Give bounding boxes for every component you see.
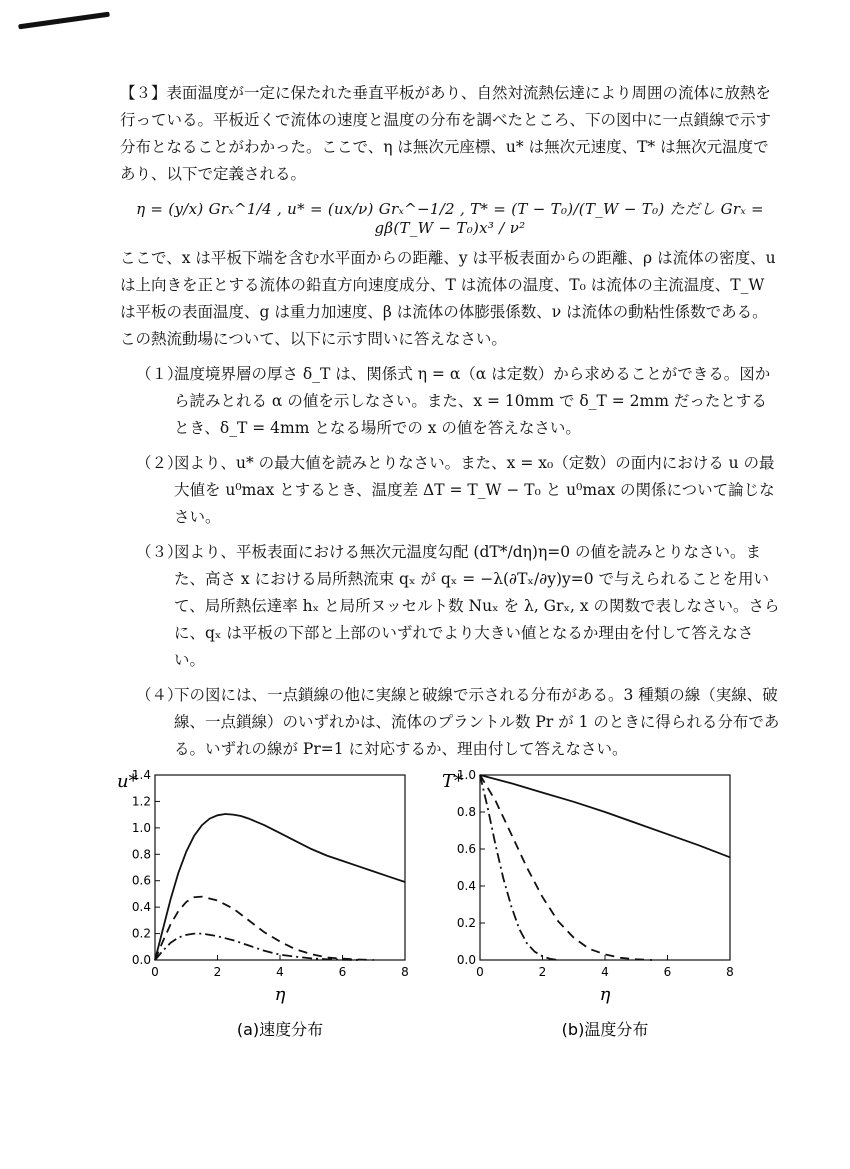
question-4 bbox=[120, 682, 780, 763]
question-number: （２） bbox=[136, 454, 183, 472]
y-tick-label: 0.2 bbox=[131, 926, 151, 941]
question-2 bbox=[120, 450, 780, 531]
y-tick-label: 0.6 bbox=[456, 842, 476, 856]
figure-caption: (a)速度分布 bbox=[236, 1020, 324, 1039]
x-tick-label: 0 bbox=[151, 965, 159, 979]
y-tick-label: 0.2 bbox=[456, 916, 476, 930]
y-axis-label: u* bbox=[117, 771, 138, 792]
temperature-distribution-chart bbox=[425, 765, 755, 1055]
x-tick-label: 8 bbox=[401, 965, 409, 979]
plot-frame bbox=[480, 775, 730, 960]
intro-text: 表面温度が一定に保たれた垂直平板があり、自然対流熱伝達により周囲の流体に放熱を行っている。平板近くで流体の速度と温度の分布を調べたところ、下の図中に一点鎖線で示す分布となることがわかった。ここで、η は無次元座標、u* は無次元速度、T* は無次元温度であり、以下で定義される。 bbox=[120, 84, 772, 183]
series-line-solid bbox=[155, 814, 405, 960]
x-tick-label: 2 bbox=[538, 965, 547, 979]
scan-mark bbox=[18, 12, 110, 30]
figure-caption: (b)温度分布 bbox=[561, 1020, 649, 1039]
intro-paragraph bbox=[120, 80, 780, 188]
y-tick-label: 0.8 bbox=[456, 805, 476, 819]
x-axis-label: η bbox=[599, 984, 611, 1005]
series-line-dashed bbox=[480, 775, 652, 960]
y-tick-label: 1.4 bbox=[131, 768, 151, 782]
question-text: 温度境界層の厚さ δ_T は、関係式 η = α（α は定数）から求めることができる。図から読みとれる α の値を示しなさい。また、x = 10mm で δ_T = 2mm だったとするとき、δ_T = 4mm となる場所での x の値を答えなさい。 bbox=[174, 365, 771, 437]
question-1 bbox=[120, 361, 780, 442]
velocity-distribution-chart bbox=[100, 765, 430, 1055]
y-tick-label: 0.0 bbox=[456, 953, 476, 967]
x-axis-label: η bbox=[274, 984, 286, 1005]
y-tick-label: 0.4 bbox=[131, 900, 151, 915]
x-tick-label: 6 bbox=[338, 965, 347, 979]
x-tick-label: 0 bbox=[476, 965, 484, 979]
definitions-paragraph: ここで、x は平板下端を含む水平面からの距離、y は平板表面からの距離、ρ は流体の密度、u は上向きを正とする流体の鉛直方向速度成分、T は流体の温度、T₀ は流体の主流温度、T_W は平板の表面温度、g は重力加速度、β は流体の体膨張係数、ν は流体の動粘性係数である。この熱流動場について、以下に示す問いに答えなさい。 bbox=[120, 249, 776, 348]
definition-formula: η = (y/x) Grₓ^1/4 , u* = (ux/ν) Grₓ^−1/2 , T* = (T − T₀)/(T_W − T₀) ただし Grₓ = gβ(T_W − T₀)x³ / ν² bbox=[136, 200, 764, 237]
y-tick-label: 1.2 bbox=[131, 794, 151, 809]
question-number: （３） bbox=[136, 543, 183, 561]
y-tick-label: 1.0 bbox=[456, 768, 476, 782]
question-text: 図より、平板表面における無次元温度勾配 (dT*/dη)η=0 の値を読みとりなさい。また、高さ x における局所熱流束 qₓ が qₓ = −λ(∂Tₓ/∂y)y=0 で与えられることを用いて、局所熱伝達率 hₓ と局所ヌッセルト数 Nuₓ を λ, Grₓ, x の関数で表しなさい。さらに、qₓ は平板の下部と上部のいずれでより大きい値となるか理由を付して答えなさい。 bbox=[174, 543, 780, 669]
x-tick-label: 2 bbox=[213, 965, 222, 979]
y-tick-label: 1.0 bbox=[131, 820, 151, 835]
plot-frame bbox=[155, 775, 405, 960]
question-text: 下の図には、一点鎖線の他に実線と破線で示される分布がある。3 種類の線（実線、破線、一点鎖線）のいずれかは、流体のプラントル数 Pr が 1 のときに得られる分布である。いずれの線が Pr=1 に対応するか、理由付して答えなさい。 bbox=[174, 686, 780, 758]
y-tick-label: 0.0 bbox=[131, 953, 151, 967]
x-tick-label: 6 bbox=[663, 965, 672, 979]
y-tick-label: 0.8 bbox=[131, 847, 151, 862]
problem-header: 【３】 bbox=[120, 84, 167, 102]
x-tick-label: 4 bbox=[276, 965, 284, 979]
series-line-dashdot bbox=[155, 934, 358, 960]
question-number: （４） bbox=[136, 686, 183, 704]
x-tick-label: 4 bbox=[601, 965, 609, 979]
y-tick-label: 0.6 bbox=[131, 873, 151, 888]
series-line-solid bbox=[480, 775, 730, 857]
figures bbox=[100, 765, 760, 1055]
y-axis-label: T* bbox=[442, 771, 464, 792]
x-tick-label: 8 bbox=[726, 965, 734, 979]
question-3 bbox=[120, 539, 780, 674]
question-number: （１） bbox=[136, 365, 183, 383]
problem-sheet bbox=[120, 80, 780, 763]
question-text: 図より、u* の最大値を読みとりなさい。また、x = x₀（定数）の面内における u の最大値を u⁰max とするとき、温度差 ΔT = T_W − T₀ と u⁰max の関係について論じなさい。 bbox=[174, 454, 775, 526]
series-line-dashdot bbox=[480, 775, 558, 960]
y-tick-label: 0.4 bbox=[456, 879, 476, 893]
